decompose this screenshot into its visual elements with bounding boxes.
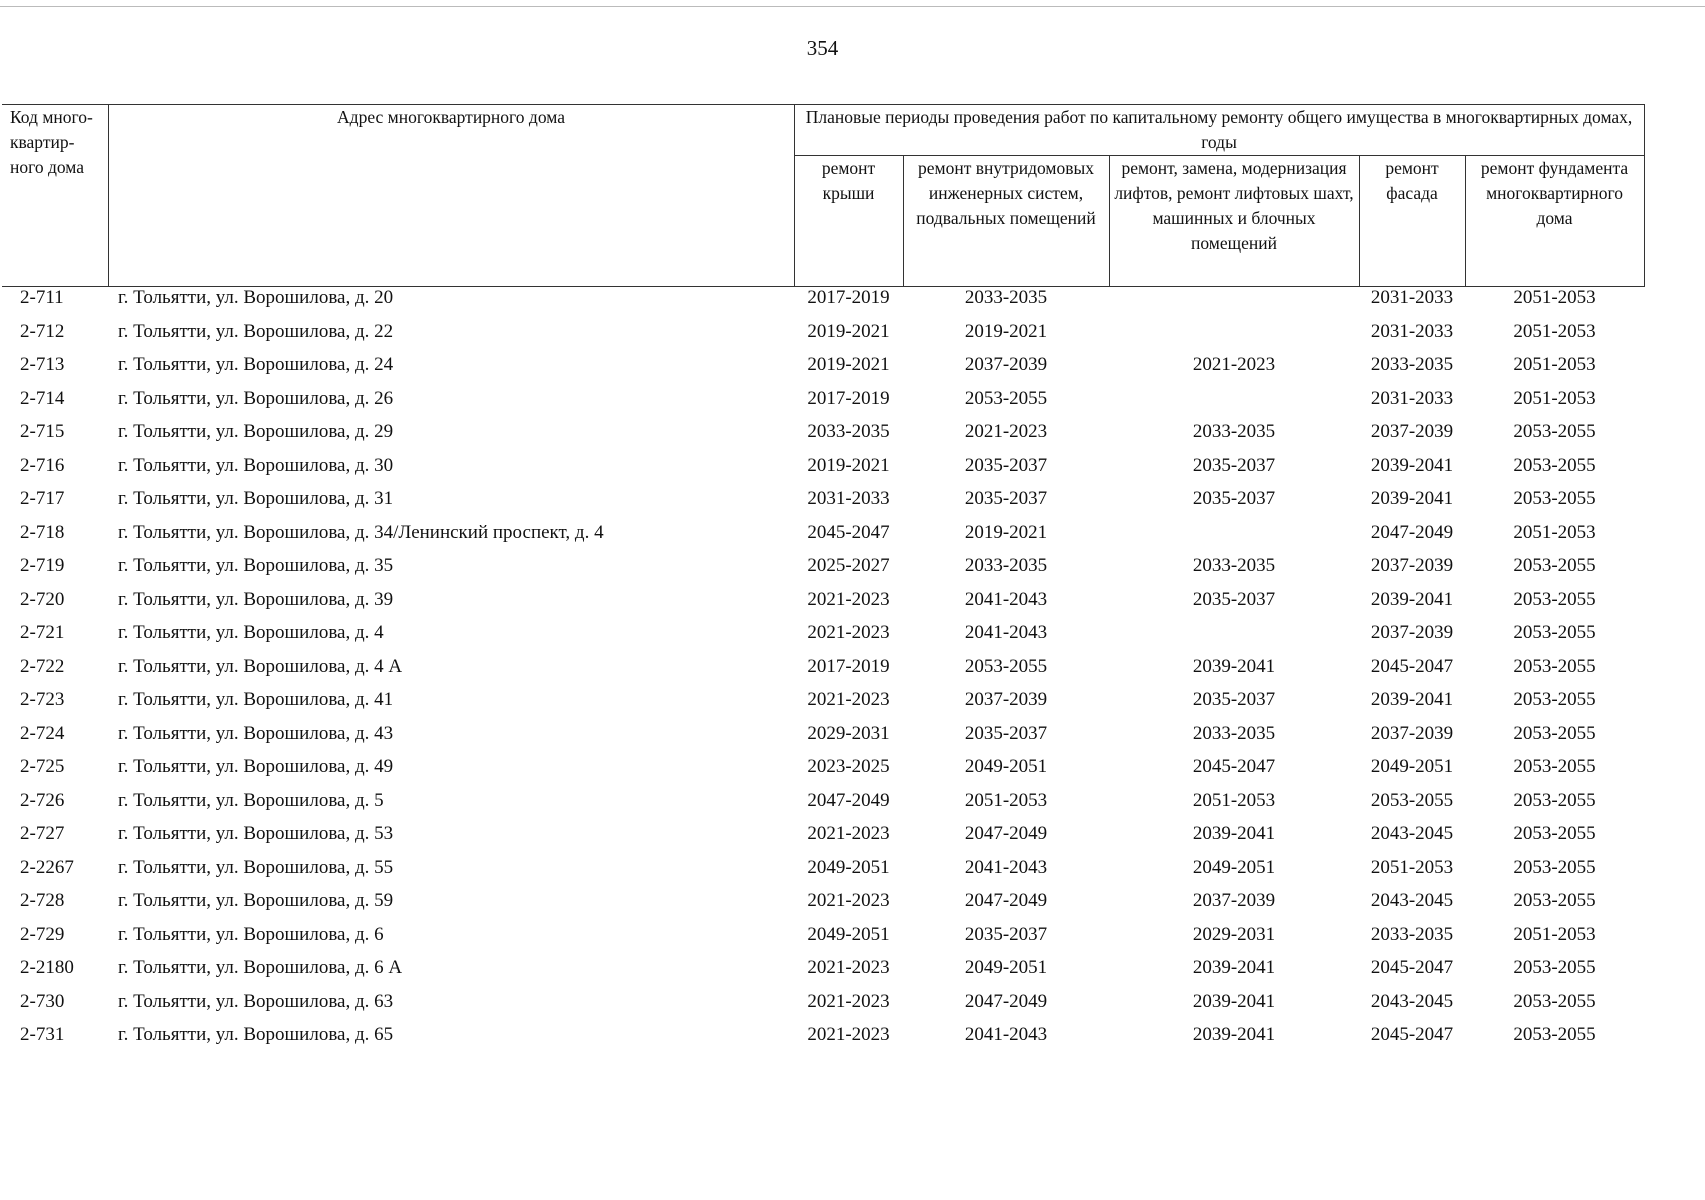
engineering-period-cell: 2047-2049 [964, 990, 1048, 1012]
table-row [2, 488, 1644, 522]
house-code-cell: 2-731 [20, 1024, 65, 1045]
table-row [2, 823, 1644, 857]
engineering-period-cell: 2047-2049 [964, 890, 1048, 911]
foundation-period-cell: 2053-2055 [1513, 890, 1596, 911]
lifts-period-cell [1109, 321, 1359, 355]
foundation-period-cell: 2051-2053 [1513, 387, 1596, 409]
lifts-period-cell: 2035-2037 [1192, 588, 1276, 610]
foundation-period-cell: 2051-2053 [1513, 320, 1596, 342]
engineering-period-cell: 2035-2037 [964, 454, 1048, 476]
foundation-period-cell: 2053-2055 [1513, 588, 1596, 610]
foundation-period-cell: 2053-2055 [1513, 823, 1596, 844]
address-cell: г. Тольятти, ул. Ворошилова, д. 59 [118, 890, 394, 911]
table-row [2, 1024, 1644, 1058]
header-lifts: ремонт, замена, модернизация лифтов, ремонт лифтовых шахт, машинных и блочных помещений [1109, 156, 1359, 287]
lifts-period-cell: 2033-2035 [1192, 555, 1276, 576]
engineering-period-cell: 2047-2049 [964, 823, 1048, 844]
facade-period-cell: 2039-2041 [1370, 488, 1454, 509]
page-number: 354 [806, 36, 839, 60]
roof-period-cell: 2021-2023 [807, 622, 890, 643]
lifts-period-cell: 2039-2041 [1192, 823, 1276, 844]
engineering-period-cell: 2053-2055 [964, 387, 1048, 409]
roof-period-cell: 2021-2023 [807, 588, 890, 610]
foundation-period-cell: 2051-2053 [1513, 521, 1596, 543]
engineering-period-cell: 2033-2035 [964, 287, 1048, 308]
table-row [2, 555, 1644, 589]
facade-period-cell: 2043-2045 [1370, 823, 1454, 844]
foundation-period-cell: 2053-2055 [1513, 689, 1596, 710]
roof-period-cell: 2025-2027 [807, 555, 890, 576]
header-periods-group: Плановые периоды проведения работ по капитальному ремонту общего имущества в многоквартирных домах, годы [794, 105, 1644, 156]
lifts-period-cell: 2037-2039 [1192, 890, 1276, 911]
address-cell: г. Тольятти, ул. Ворошилова, д. 63 [118, 990, 394, 1012]
repair-schedule-table [2, 104, 1645, 1058]
house-code-cell: 2-716 [20, 454, 65, 476]
engineering-period-cell: 2037-2039 [964, 354, 1048, 375]
house-code-cell: 2-713 [20, 354, 65, 375]
engineering-period-cell: 2041-2043 [964, 1024, 1048, 1045]
address-cell: г. Тольятти, ул. Ворошилова, д. 41 [118, 689, 394, 710]
foundation-period-cell: 2053-2055 [1513, 722, 1596, 744]
lifts-period-cell: 2039-2041 [1192, 990, 1276, 1012]
engineering-period-cell: 2019-2021 [964, 320, 1048, 342]
engineering-period-cell: 2041-2043 [964, 622, 1048, 643]
roof-period-cell: 2017-2019 [807, 387, 890, 409]
facade-period-cell: 2043-2045 [1370, 990, 1454, 1012]
address-cell: г. Тольятти, ул. Ворошилова, д. 5 [118, 789, 384, 811]
address-cell: г. Тольятти, ул. Ворошилова, д. 53 [118, 823, 394, 844]
facade-period-cell: 2033-2035 [1370, 354, 1454, 375]
address-cell: г. Тольятти, ул. Ворошилова, д. 55 [118, 856, 394, 878]
table-row [2, 756, 1644, 790]
address-cell: г. Тольятти, ул. Ворошилова, д. 49 [118, 756, 394, 777]
lifts-period-cell [1109, 622, 1359, 656]
table-header [2, 105, 1644, 287]
house-code-cell: 2-730 [20, 990, 65, 1012]
facade-period-cell: 2037-2039 [1370, 555, 1454, 576]
foundation-period-cell: 2053-2055 [1513, 1024, 1596, 1045]
header-address: Адрес многоквартирного дома [108, 105, 794, 287]
facade-period-cell: 2031-2033 [1370, 320, 1454, 342]
lifts-period-cell: 2049-2051 [1192, 856, 1276, 878]
roof-period-cell: 2019-2021 [807, 320, 890, 342]
house-code-cell: 2-719 [20, 555, 65, 576]
engineering-period-cell: 2049-2051 [964, 957, 1048, 978]
table-row [2, 723, 1644, 757]
roof-period-cell: 2049-2051 [807, 856, 890, 878]
roof-period-cell: 2021-2023 [807, 823, 890, 844]
address-cell: г. Тольятти, ул. Ворошилова, д. 34/Ленинский проспект, д. 4 [118, 521, 604, 543]
engineering-period-cell: 2049-2051 [964, 756, 1048, 777]
facade-period-cell: 2039-2041 [1370, 588, 1454, 610]
engineering-period-cell: 2037-2039 [964, 689, 1048, 710]
address-cell: г. Тольятти, ул. Ворошилова, д. 20 [118, 287, 394, 308]
engineering-period-cell: 2051-2053 [964, 789, 1048, 811]
roof-period-cell: 2021-2023 [807, 689, 890, 710]
house-code-cell: 2-729 [20, 923, 65, 945]
foundation-period-cell: 2053-2055 [1513, 990, 1596, 1012]
roof-period-cell: 2049-2051 [807, 923, 890, 945]
roof-period-cell: 2045-2047 [807, 521, 890, 543]
address-cell: г. Тольятти, ул. Ворошилова, д. 26 [118, 387, 394, 409]
header-code: Код много-квартир-ного дома [2, 105, 108, 287]
foundation-period-cell: 2053-2055 [1513, 488, 1596, 509]
foundation-period-cell: 2053-2055 [1513, 622, 1596, 643]
facade-period-cell: 2039-2041 [1370, 454, 1454, 476]
house-code-cell: 2-727 [20, 823, 65, 844]
address-cell: г. Тольятти, ул. Ворошилова, д. 35 [118, 555, 394, 576]
facade-period-cell: 2037-2039 [1370, 421, 1454, 442]
house-code-cell: 2-723 [20, 689, 65, 710]
table-row [2, 689, 1644, 723]
house-code-cell: 2-712 [20, 320, 65, 342]
table-row [2, 455, 1644, 489]
facade-period-cell: 2045-2047 [1370, 957, 1454, 978]
engineering-period-cell: 2053-2055 [964, 655, 1048, 677]
table-row [2, 991, 1644, 1025]
lifts-period-cell: 2033-2035 [1192, 722, 1276, 744]
roof-period-cell: 2047-2049 [807, 789, 890, 811]
foundation-period-cell: 2053-2055 [1513, 421, 1596, 442]
table-row [2, 790, 1644, 824]
roof-period-cell: 2019-2021 [807, 454, 890, 476]
engineering-period-cell: 2035-2037 [964, 722, 1048, 744]
foundation-period-cell: 2053-2055 [1513, 856, 1596, 878]
house-code-cell: 2-724 [20, 722, 65, 744]
engineering-period-cell: 2041-2043 [964, 856, 1048, 878]
table-body [2, 287, 1644, 1058]
lifts-period-cell: 2039-2041 [1192, 655, 1276, 677]
lifts-period-cell: 2035-2037 [1192, 488, 1276, 509]
lifts-period-cell: 2029-2031 [1192, 923, 1276, 945]
address-cell: г. Тольятти, ул. Ворошилова, д. 65 [118, 1024, 394, 1045]
roof-period-cell: 2029-2031 [807, 722, 890, 744]
house-code-cell: 2-717 [20, 488, 65, 509]
roof-period-cell: 2021-2023 [807, 890, 890, 911]
lifts-period-cell: 2033-2035 [1192, 421, 1276, 442]
table-row [2, 589, 1644, 623]
lifts-period-cell: 2039-2041 [1192, 1024, 1276, 1045]
foundation-period-cell: 2051-2053 [1513, 923, 1596, 945]
header-engineering: ремонт внутридомовых инженерных систем, подвальных помещений [903, 156, 1109, 287]
header-roof: ремонт крыши [794, 156, 903, 287]
table-row [2, 522, 1644, 556]
roof-period-cell: 2023-2025 [807, 756, 890, 777]
address-cell: г. Тольятти, ул. Ворошилова, д. 30 [118, 454, 394, 476]
address-cell: г. Тольятти, ул. Ворошилова, д. 22 [118, 320, 394, 342]
engineering-period-cell: 2019-2021 [964, 521, 1048, 543]
engineering-period-cell: 2033-2035 [964, 555, 1048, 576]
facade-period-cell: 2053-2055 [1370, 789, 1454, 811]
foundation-period-cell: 2051-2053 [1513, 354, 1596, 375]
roof-period-cell: 2017-2019 [807, 287, 890, 308]
foundation-period-cell: 2053-2055 [1513, 454, 1596, 476]
house-code-cell: 2-720 [20, 588, 65, 610]
roof-period-cell: 2031-2033 [807, 488, 890, 509]
table-row [2, 354, 1644, 388]
foundation-period-cell: 2053-2055 [1513, 555, 1596, 576]
table-row [2, 857, 1644, 891]
facade-period-cell: 2037-2039 [1370, 722, 1454, 744]
lifts-period-cell [1109, 287, 1359, 321]
table-row [2, 622, 1644, 656]
lifts-period-cell: 2045-2047 [1192, 756, 1276, 777]
header-foundation: ремонт фундамента многоквартирного дома [1465, 156, 1644, 287]
house-code-cell: 2-714 [20, 387, 65, 409]
lifts-period-cell [1109, 522, 1359, 556]
facade-period-cell: 2039-2041 [1370, 689, 1454, 710]
house-code-cell: 2-2267 [20, 856, 74, 878]
address-cell: г. Тольятти, ул. Ворошилова, д. 6 [118, 923, 384, 945]
house-code-cell: 2-711 [20, 287, 64, 308]
table-row [2, 321, 1644, 355]
table-row [2, 388, 1644, 422]
lifts-period-cell: 2035-2037 [1192, 454, 1276, 476]
foundation-period-cell: 2053-2055 [1513, 789, 1596, 811]
house-code-cell: 2-715 [20, 421, 65, 442]
facade-period-cell: 2033-2035 [1370, 923, 1454, 945]
address-cell: г. Тольятти, ул. Ворошилова, д. 4 А [118, 655, 403, 677]
table-row [2, 924, 1644, 958]
roof-period-cell: 2021-2023 [807, 990, 890, 1012]
lifts-period-cell: 2039-2041 [1192, 957, 1276, 978]
house-code-cell: 2-725 [20, 756, 65, 777]
facade-period-cell: 2045-2047 [1370, 1024, 1454, 1045]
address-cell: г. Тольятти, ул. Ворошилова, д. 29 [118, 421, 394, 442]
facade-period-cell: 2031-2033 [1370, 387, 1454, 409]
house-code-cell: 2-728 [20, 890, 65, 911]
roof-period-cell: 2021-2023 [807, 1024, 890, 1045]
roof-period-cell: 2017-2019 [807, 655, 890, 677]
house-code-cell: 2-718 [20, 521, 65, 543]
engineering-period-cell: 2021-2023 [964, 421, 1048, 442]
address-cell: г. Тольятти, ул. Ворошилова, д. 6 А [118, 957, 403, 978]
address-cell: г. Тольятти, ул. Ворошилова, д. 43 [118, 722, 394, 744]
address-cell: г. Тольятти, ул. Ворошилова, д. 4 [118, 622, 384, 643]
roof-period-cell: 2033-2035 [807, 421, 890, 442]
table-row [2, 656, 1644, 690]
address-cell: г. Тольятти, ул. Ворошилова, д. 24 [118, 354, 394, 375]
foundation-period-cell: 2053-2055 [1513, 957, 1596, 978]
lifts-period-cell: 2035-2037 [1192, 689, 1276, 710]
lifts-period-cell: 2051-2053 [1192, 789, 1276, 811]
facade-period-cell: 2037-2039 [1370, 622, 1454, 643]
house-code-cell: 2-722 [20, 655, 65, 677]
scan-edge-line [0, 6, 1705, 7]
house-code-cell: 2-726 [20, 789, 65, 811]
address-cell: г. Тольятти, ул. Ворошилова, д. 31 [118, 488, 394, 509]
table-row [2, 421, 1644, 455]
foundation-period-cell: 2053-2055 [1513, 655, 1596, 677]
house-code-cell: 2-2180 [20, 957, 74, 978]
header-facade: ремонт фасада [1359, 156, 1465, 287]
address-cell: г. Тольятти, ул. Ворошилова, д. 39 [118, 588, 394, 610]
foundation-period-cell: 2053-2055 [1513, 756, 1596, 777]
engineering-period-cell: 2035-2037 [964, 488, 1048, 509]
facade-period-cell: 2031-2033 [1370, 287, 1454, 308]
roof-period-cell: 2021-2023 [807, 957, 890, 978]
lifts-period-cell [1109, 388, 1359, 422]
facade-period-cell: 2043-2045 [1370, 890, 1454, 911]
facade-period-cell: 2049-2051 [1370, 756, 1454, 777]
facade-period-cell: 2051-2053 [1370, 856, 1454, 878]
facade-period-cell: 2045-2047 [1370, 655, 1454, 677]
facade-period-cell: 2047-2049 [1370, 521, 1454, 543]
lifts-period-cell: 2021-2023 [1192, 354, 1276, 375]
house-code-cell: 2-721 [20, 622, 65, 643]
engineering-period-cell: 2035-2037 [964, 923, 1048, 945]
roof-period-cell: 2019-2021 [807, 354, 890, 375]
foundation-period-cell: 2051-2053 [1513, 287, 1596, 308]
table-row [2, 287, 1644, 321]
engineering-period-cell: 2041-2043 [964, 588, 1048, 610]
table-row [2, 890, 1644, 924]
table-row [2, 957, 1644, 991]
